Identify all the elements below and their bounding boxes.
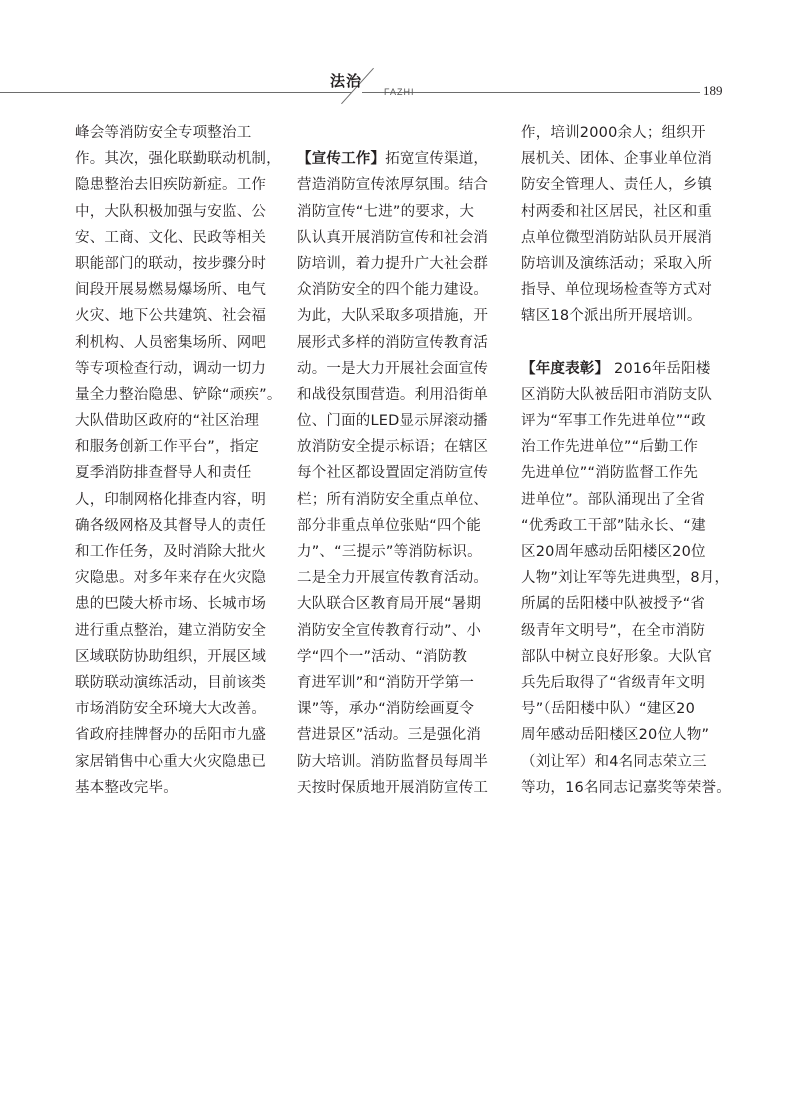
text-line: 育进军训”和“消防开学第一 [297,674,475,691]
text-line: 部分非重点单位张贴“四个能 [297,517,482,534]
text-line: 周年感动岳阳楼区20位人物” [521,727,710,744]
text-line: 确各级网格及其督导人的责任 [75,517,267,534]
text-line: 安、工商、文化、民政等相关 [75,229,267,246]
text-line: 点单位微型消防站队员开展消 [521,229,713,246]
text-column-3 [521,120,731,801]
text-line: 每个社区都设置固定消防宣传 [297,465,489,482]
text-line: 防培训，着力提升广大社会群 [297,255,489,272]
text-line: 省政府挂牌督办的岳阳市九盛 [75,727,267,744]
text-line: 课”等，承办“消防绘画夏令 [297,701,475,718]
text-line: 辖区18个派出所开展培训。 [521,308,702,325]
text-line: 治工作先进单位”“后勤工作 [521,439,699,456]
text-line: 放消防安全提示标语；在辖区 [297,439,489,456]
text-line: 和服务创新工作平台”，指定 [75,439,260,456]
text-line: 展形式多样的消防宣传教育活 [297,334,489,351]
text-line: 和工作任务，及时消除大批火 [75,544,267,560]
text-line: 天按时保质地开展消防宣传工 [297,779,489,796]
text-line: 学“四个一”活动、“消防教 [297,648,468,665]
text-line: 二是全力开展宣传教育活动。 [297,570,489,587]
text-line: 众消防安全的四个能力建设。 [297,282,489,299]
text-line: 量全力整治隐患、铲除“顽疾”。 [75,386,282,403]
text-line: 部队中树立良好形象。大队官 [521,648,713,665]
text-line: 大队借助区政府的“社区治理 [75,413,260,430]
text-line: 消防安全宣传教育行动”、小 [297,622,482,639]
text-line: 区域联防协助组织，开展区域 [75,648,267,665]
text-line: 中，大队积极加强与安监、公 [75,203,267,220]
text-line: 进单位”。部队涌现出了全省 [521,491,706,508]
text-line: 利机构、人员密集场所、网吧 [75,334,267,351]
text-line: “优秀政工干部”陆永长、“建 [521,517,706,534]
text-line: 位、门面的LED显示屏滚动播 [297,413,488,430]
text-line: 人物”刘让军等先进典型，8月， [521,570,730,587]
text-line: （刘让军）和4名同志荣立三 [521,753,707,770]
text-line: 营造消防宣传浓厚氛围。结合 [297,177,489,194]
text-line: 消防宣传“七进”的要求，大 [297,203,475,220]
text-line: 基本整改完毕。 [75,779,178,796]
text-column-2 [297,120,502,801]
text-line: 号”（岳阳楼中队）“建区20 [521,701,696,718]
text-line: 为此，大队采取多项措施，开 [297,308,489,325]
text-line: 作，培训2000余人；组织开 [521,125,706,141]
text-column-1 [75,120,280,801]
text-line: 指导、单位现场检查等方式对 [521,282,713,299]
text-line: 兵先后取得了“省级青年文明 [521,674,706,691]
text-line: 区消防大队被岳阳市消防支队 [521,386,713,403]
column-spacer [521,330,731,356]
text-line: 大队联合区教育局开展“暑期 [297,596,482,613]
text-line: 患的巴陵大桥市场、长城市场 [75,596,267,613]
text-line: 展机关、团体、企事业单位消 [521,151,713,168]
text-line: 人，印制网格化排查内容，明 [75,491,267,508]
section-subtitle: FAZHI [384,87,415,97]
section-heading-line [521,356,731,382]
section-heading: 【年度表彰】 [521,360,610,377]
text-line: 栏；所有消防安全重点单位、 [297,491,489,508]
text-line: 防培训及演练活动；采取入所 [521,255,713,272]
text-line: 职能部门的联动，按步骤分时 [75,255,267,272]
text-line: 峰会等消防安全专项整治工 [75,125,252,141]
section-heading-line [297,146,502,172]
text-line: 作。其次，强化联勤联动机制， [75,151,281,168]
text-line: 级青年文明号”，在全市消防 [521,622,706,639]
text-line: 家居销售中心重大火灾隐患已 [75,753,267,770]
section-heading: 【宣传工作】 [297,151,386,168]
text-line: 进行重点整治，建立消防安全 [75,622,267,639]
text-line: 和战役氛围营造。利用沿街单 [297,386,489,403]
text-line: 隐患整治去旧疾防新症。工作 [75,177,267,194]
text-line: 所属的岳阳楼中队被授予“省 [521,596,706,613]
text-line: 防安全管理人、责任人，乡镇 [521,177,713,194]
section-title: 法治 [330,72,363,90]
text-line: 营进景区”活动。三是强化消 [297,727,482,744]
text-line: 夏季消防排查督导人和责任 [75,465,252,482]
text-line: 动。一是大力开展社会面宣传 [297,360,489,377]
text-line: 区20周年感动岳阳楼区20位 [521,544,706,560]
text-line: 先进单位”“消防监督工作先 [521,465,699,482]
text-line: 防大培训。消防监督员每周半 [297,753,489,770]
text-line: 队认真开展消防宣传和社会消 [297,229,489,246]
section-heading-text: 拓宽宣传渠道， [385,151,489,168]
text-line: 市场消防安全环境大大改善。 [75,701,267,718]
text-line: 村两委和社区居民，社区和重 [521,203,713,220]
text-line: 评为“军事工作先进单位”“政 [521,413,706,430]
header-rule-left [0,92,352,93]
page-number: 189 [703,83,723,98]
text-line: 等专项检查行动，调动一切力 [75,360,267,377]
text-line: 灾隐患。对多年来存在火灾隐 [75,570,267,587]
section-heading-text: 2016年岳阳楼 [609,360,711,377]
column-spacer [297,120,502,146]
text-line: 力”、“三提示”等消防标识。 [297,544,482,560]
text-line: 火灾、地下公共建筑、社会福 [75,308,267,325]
text-line: 等功，16名同志记嘉奖等荣誉。 [521,779,731,796]
text-line: 联防联动演练活动，目前该类 [75,674,267,691]
text-line: 间段开展易燃易爆场所、电气 [75,282,267,299]
